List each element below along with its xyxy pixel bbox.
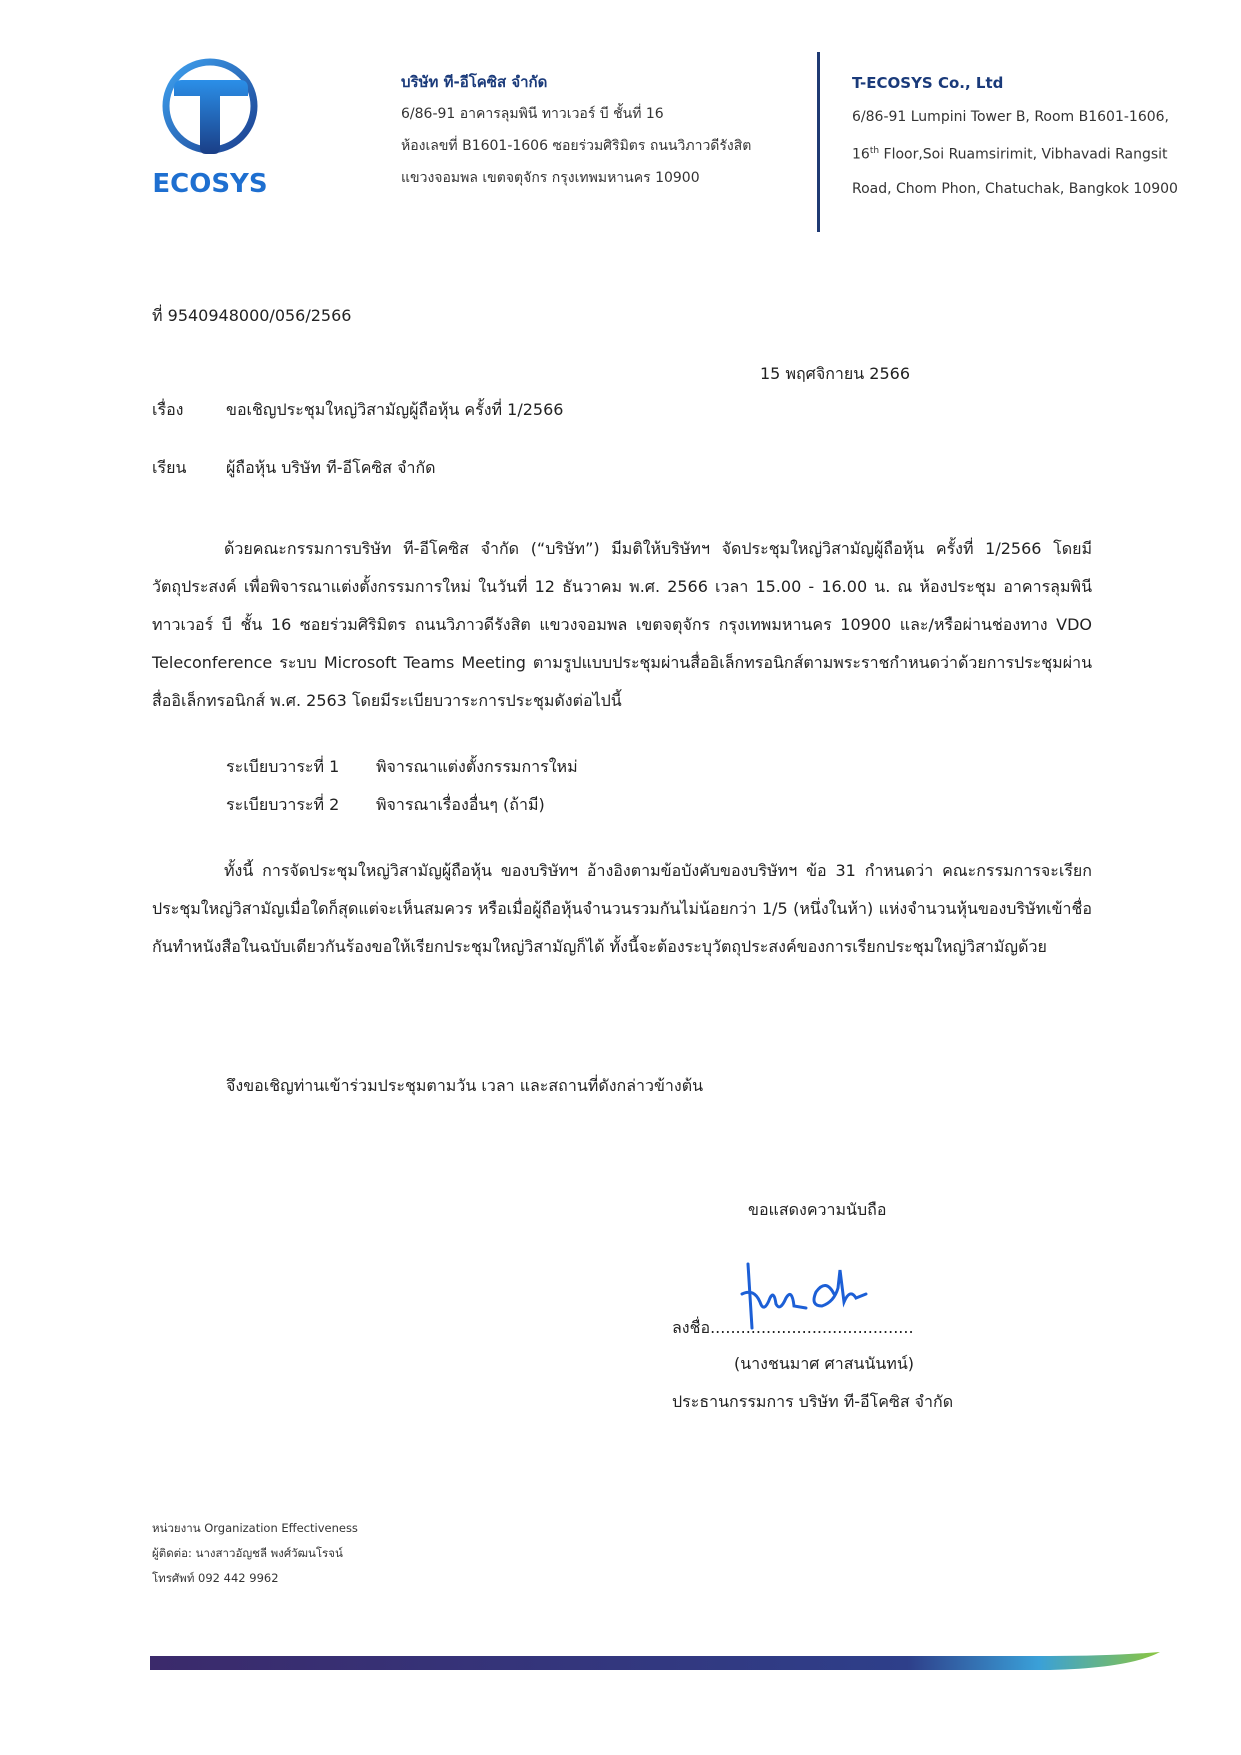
agenda-item: ระเบียบวาระที่ 2 พิจารณาเรื่องอื่นๆ (ถ้ามี) — [226, 795, 545, 814]
footer-phone: โทรศัพท์ 092 442 9962 — [152, 1571, 279, 1585]
signature-line: ลงชื่อ........................................ — [672, 1318, 914, 1337]
reference-number: ที่ 9540948000/056/2566 — [152, 306, 352, 325]
body-paragraph-3: จึงขอเชิญท่านเข้าร่วมประชุมตามวัน เวลา และสถานที่ดังกล่าวข้างต้น — [226, 1076, 704, 1095]
address-line-english: 16th Floor,Soi Ruamsirimit, Vibhavadi Rangsit — [852, 146, 1168, 163]
address-line-thai: 6/86-91 อาคารลุมพินี ทาวเวอร์ บี ชั้นที่ 16 — [401, 106, 664, 122]
footer-decorative-bar — [150, 1652, 1160, 1672]
closing-text: ขอแสดงความนับถือ — [748, 1200, 887, 1219]
company-name-thai: บริษัท ที-อีโคซิส จำกัด — [401, 73, 548, 91]
body-paragraph-1: ด้วยคณะกรรมการบริษัท ที-อีโคซิส จำกัด (“บริษัท”) มีมติให้บริษัทฯ จัดประชุมใหญ่วิสามัญผู้ถือหุ้น ครั้งที่ 1/2566 โดยมีวัตถุประสงค์ เพื่อพิจารณาแต่งตั้งกรรมการใหม่ ในวันที่ 12 ธันวาคม พ.ศ. 2566 เวลา 15.00 - 16.00 น. ณ ห้องประชุม อาคารลุมพินี ทาวเวอร์ บี ชั้น 16 ซอยร่วมศิริมิตร ถนนวิภาวดีรังสิต แขวงจอมพล เขตจตุจักร กรุงเทพมหานคร 10900 และ/หรือผ่านช่องทาง VDO Teleconference ระบบ Microsoft Teams Meeting ตามรูปแบบประชุมผ่านสื่ออิเล็กทรอนิกส์ตามพระราชกำหนดว่าด้วยการประชุมผ่านสื่ออิเล็กทรอนิกส์ พ.ศ. 2563 โดยมีระเบียบวาระการประชุมดังต่อไปนี้ — [152, 539, 1092, 710]
address-line-english: Road, Chom Phon, Chatuchak, Bangkok 10900 — [852, 180, 1178, 197]
company-name-english: T-ECOSYS Co., Ltd — [852, 74, 1004, 92]
header-divider — [817, 52, 820, 232]
address-line-thai: ห้องเลขที่ B1601-1606 ซอยร่วมศิริมิตร ถนนวิภาวดีรังสิต — [401, 138, 752, 154]
company-logo — [150, 58, 270, 208]
agenda-list — [226, 748, 578, 824]
footer-department: หน่วยงาน Organization Effectiveness — [152, 1521, 358, 1535]
signer-name: (นางชนมาศ ศาสนนันทน์) — [734, 1354, 914, 1373]
body-paragraph-2: ทั้งนี้ การจัดประชุมใหญ่วิสามัญผู้ถือหุ้น ของบริษัทฯ อ้างอิงตามข้อบังคับของบริษัทฯ ข้อ 31 กำหนดว่า คณะกรรมการจะเรียกประชุมใหญ่วิสามัญเมื่อใดก็สุดแต่จะเห็นสมควร หรือเมื่อผู้ถือหุ้นจำนวนรวมกันไม่น้อยกว่า 1/5 (หนึ่งในห้า) แห่งจำนวนหุ้นของบริษัทเข้าชื่อกันทำหนังสือในฉบับเดียวกันร้องขอให้เรียกประชุมใหญ่วิสามัญก็ได้ ทั้งนี้จะต้องระบุวัตถุประสงค์ของการเรียกประชุมใหญ่วิสามัญด้วย — [152, 861, 1092, 956]
subject-text: ขอเชิญประชุมใหญ่วิสามัญผู้ถือหุ้น ครั้งที่ 1/2566 — [226, 400, 564, 419]
address-line-thai: แขวงจอมพล เขตจตุจักร กรุงเทพมหานคร 10900 — [401, 170, 700, 186]
footer-contact — [152, 1516, 358, 1591]
company-header-thai — [401, 66, 751, 194]
recipient-label: เรียน — [152, 458, 187, 477]
subject-label: เรื่อง — [152, 400, 184, 419]
document-date: 15 พฤศจิกายน 2566 — [760, 364, 910, 383]
signer-title: ประธานกรรมการ บริษัท ที-อีโคซิส จำกัด — [672, 1392, 954, 1411]
address-line-english: 6/86-91 Lumpini Tower B, Room B1601-1606, — [852, 109, 1170, 125]
agenda-item: ระเบียบวาระที่ 1 พิจารณาแต่งตั้งกรรมการใหม่ — [226, 757, 578, 776]
logo-wordmark: ECOSYS — [152, 169, 268, 199]
footer-contact-person: ผู้ติดต่อ: นางสาวอัญชลี พงศ์วัฒนโรจน์ — [152, 1546, 343, 1560]
recipient-text: ผู้ถือหุ้น บริษัท ที-อีโคซิส จำกัด — [226, 458, 436, 477]
company-header-english — [852, 66, 1178, 206]
